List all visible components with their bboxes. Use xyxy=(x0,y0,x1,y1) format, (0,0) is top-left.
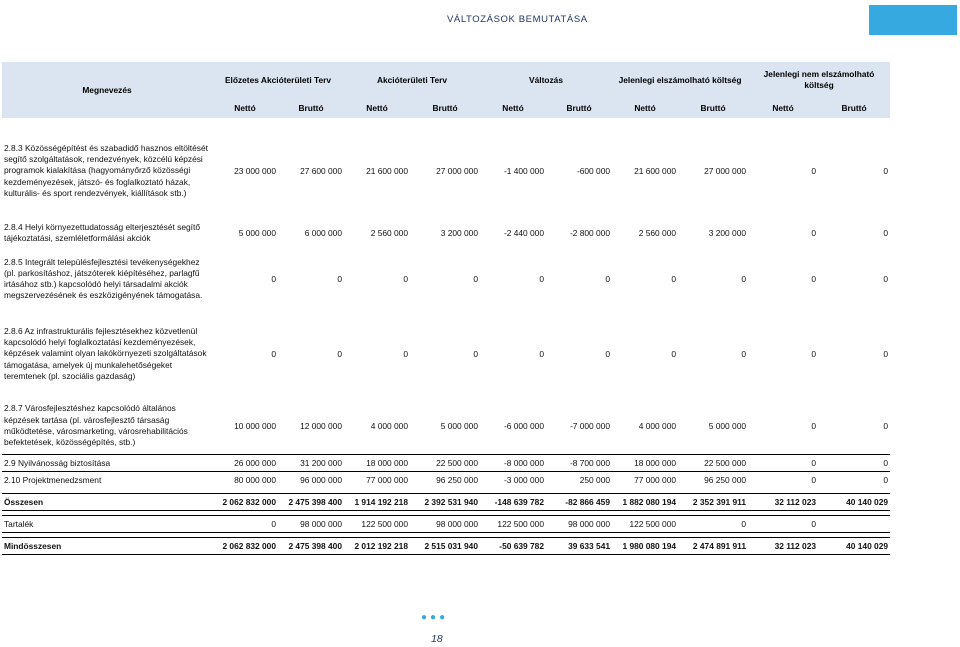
table-row xyxy=(2,124,890,218)
cell-value: 2 475 398 400 xyxy=(278,493,344,510)
cell-value: -7 000 000 xyxy=(569,420,611,431)
cell-value: 122 500 000 xyxy=(344,515,410,532)
col-name-header: Megnevezés xyxy=(2,62,212,118)
cell-value: 0 xyxy=(271,274,276,284)
cell-value: 0 xyxy=(818,471,890,488)
cell-value: 27 000 000 xyxy=(436,166,478,176)
sub-header-3: Bruttó xyxy=(410,98,480,118)
mindosszesen-row xyxy=(2,537,890,554)
cell-value: 6 000 000 xyxy=(304,228,342,238)
cell-value: 1 914 192 218 xyxy=(344,493,410,510)
table-row xyxy=(2,398,890,454)
cell-value: 96 000 000 xyxy=(278,471,344,488)
cell-value: 32 112 023 xyxy=(748,493,818,510)
header-accent-block xyxy=(869,5,957,35)
cell-value: 0 xyxy=(818,454,890,471)
cell-value: 2 012 192 218 xyxy=(344,537,410,554)
cell-value: 77 000 000 xyxy=(612,471,678,488)
cell-value: 0 xyxy=(741,274,747,284)
cell-value: 2 515 031 940 xyxy=(410,537,480,554)
cell-value: 122 500 000 xyxy=(480,515,546,532)
tartalek-row xyxy=(2,515,890,532)
cell-value: 98 000 000 xyxy=(410,515,480,532)
cell-value: 0 xyxy=(883,166,889,176)
cell-value: 1 882 080 194 xyxy=(612,493,678,510)
sub-header-7: Bruttó xyxy=(678,98,748,118)
cell-value: 0 xyxy=(671,274,677,284)
cell-value: 5 000 000 xyxy=(708,420,747,431)
cell-value: 0 xyxy=(539,349,544,359)
row-label: 2.8.4 Helyi környezettudatosság elterjesztését segítő tájékoztatási, szemléletformálási akciók xyxy=(4,221,200,243)
group-header-0: Előzetes Akcióterületi Terv xyxy=(212,62,344,98)
cell-value: 0 xyxy=(811,349,817,359)
cell-value: 0 xyxy=(748,471,818,488)
sub-header-8: Nettó xyxy=(748,98,818,118)
group-header-2: Változás xyxy=(480,62,612,98)
cell-value: 3 200 000 xyxy=(440,228,478,238)
cost-table xyxy=(2,62,890,555)
cell-value: 0 xyxy=(403,274,408,284)
cell-value: 22 500 000 xyxy=(410,454,480,471)
row-label: 2.8.3 Közösségépítést és szabadidő hasznos eltöltését segítő szolgáltatások, rendezvények, közcélú képzési programok kialakítása (hagyományőrző közösségi kezdeményezések, játszó- és foglalkoztató házak, kulturális- és sport rendezvények, kiállítások stb.) xyxy=(4,142,208,198)
cell-value: 18 000 000 xyxy=(612,454,678,471)
osszesen-label: Összesen xyxy=(2,493,212,510)
table-row xyxy=(2,310,890,398)
cell-value: 0 xyxy=(605,349,611,359)
cell-value: 0 xyxy=(473,349,478,359)
mindosszesen-label: Mindösszesen xyxy=(2,537,212,554)
cell-value: 0 xyxy=(883,274,889,284)
page-header-title: VÁLTOZÁSOK BEMUTATÁSA xyxy=(447,14,588,25)
cell-value: 2 475 398 400 xyxy=(278,537,344,554)
row-label: 2.9 Nyilvánosság biztosítása xyxy=(2,454,212,471)
cell-value: 2 560 000 xyxy=(638,228,677,238)
cell-value: 39 633 541 xyxy=(546,537,612,554)
cell-value: 0 xyxy=(678,515,748,532)
cell-value: -3 000 000 xyxy=(480,471,546,488)
cell-value: 0 xyxy=(883,228,889,238)
row-label: 2.8.7 Városfejlesztéshez kapcsolódó általános képzések tartása (pl. városfejlesztő társaság működtetése, városmarketing, városrehabilitációs befektetések, közösségépítés, stb.) xyxy=(4,403,188,447)
cell-value: 32 112 023 xyxy=(748,537,818,554)
cell-value: 21 600 000 xyxy=(366,166,408,176)
cell-value: 22 500 000 xyxy=(678,454,748,471)
cell-value: -2 800 000 xyxy=(569,228,611,238)
cell-value: 0 xyxy=(748,515,818,532)
row-label: 2.8.5 Integrált településfejlesztési tevékenységekhez (pl. parkosításhoz, játszóterek kiépítéséhez, parlagfű irtásához stb.) kapcsolódó helyi társadalmi akciók megszervezésének és eszközigényének támogatása. xyxy=(4,256,203,301)
cell-value: 0 xyxy=(539,274,544,284)
cell-value: 3 200 000 xyxy=(708,228,747,238)
cell-value: 0 xyxy=(741,349,747,359)
cell-value: -600 000 xyxy=(576,166,611,176)
cell-value: 98 000 000 xyxy=(278,515,344,532)
sub-header-6: Nettó xyxy=(612,98,678,118)
cell-value: 0 xyxy=(337,349,342,359)
cell-value: 96 250 000 xyxy=(678,471,748,488)
cell-value: 2 352 391 911 xyxy=(678,493,748,510)
group-header-4: Jelenlegi nem elszámolható költség xyxy=(748,62,890,98)
cell-value: 0 xyxy=(883,349,889,359)
cell-value: 12 000 000 xyxy=(300,420,342,431)
table-row xyxy=(2,454,890,471)
cell-value: -82 866 459 xyxy=(546,493,612,510)
cell-value: 0 xyxy=(605,274,611,284)
cell-value: 0 xyxy=(811,166,817,176)
cell-value: 0 xyxy=(271,349,276,359)
cell-value: 40 140 029 xyxy=(818,537,890,554)
cell-value: 96 250 000 xyxy=(410,471,480,488)
cell-value: 250 000 xyxy=(546,471,612,488)
osszesen-row xyxy=(2,493,890,510)
cell-value: 98 000 000 xyxy=(546,515,612,532)
cell-value: 31 200 000 xyxy=(278,454,344,471)
cell-value: -148 639 782 xyxy=(480,493,546,510)
cell-value: 80 000 000 xyxy=(212,471,278,488)
cell-value: 122 500 000 xyxy=(612,515,678,532)
cell-value: 26 000 000 xyxy=(212,454,278,471)
sub-header-1: Bruttó xyxy=(278,98,344,118)
sub-header-9: Bruttó xyxy=(818,98,890,118)
cell-value: -2 440 000 xyxy=(503,228,544,238)
cell-value: 0 xyxy=(811,228,817,238)
cell-value: 5 000 000 xyxy=(440,420,478,431)
sub-header-0: Nettó xyxy=(212,98,278,118)
cell-value: 0 xyxy=(748,454,818,471)
cell-value: 2 392 531 940 xyxy=(410,493,480,510)
footer-dots: ●●● xyxy=(421,612,449,623)
cell-value: 18 000 000 xyxy=(344,454,410,471)
cell-value: 27 600 000 xyxy=(300,166,342,176)
cell-value: 4 000 000 xyxy=(370,420,408,431)
cell-value: 77 000 000 xyxy=(344,471,410,488)
cell-value: 0 xyxy=(212,515,278,532)
sub-header-5: Bruttó xyxy=(546,98,612,118)
cell-value: 5 000 000 xyxy=(238,228,276,238)
cell-value: 23 000 000 xyxy=(234,166,276,176)
cell-value: 0 xyxy=(811,420,817,431)
cell-value: -8 700 000 xyxy=(546,454,612,471)
group-header-1: Akcióterületi Terv xyxy=(344,62,480,98)
row-label: 2.10 Projektmenedzsment xyxy=(2,471,212,488)
sub-header-2: Nettó xyxy=(344,98,410,118)
cell-value: -8 000 000 xyxy=(480,454,546,471)
cell-value: 2 474 891 911 xyxy=(678,537,748,554)
cell-value: 0 xyxy=(811,274,817,284)
sub-header-4: Nettó xyxy=(480,98,546,118)
cell-value: 40 140 029 xyxy=(818,493,890,510)
cell-value: 4 000 000 xyxy=(638,420,677,431)
cell-value: 1 980 080 194 xyxy=(612,537,678,554)
table-row xyxy=(2,218,890,248)
cell-value xyxy=(818,515,890,532)
cell-value: 0 xyxy=(337,274,342,284)
group-header-3: Jelenlegi elszámolható költség xyxy=(612,62,748,98)
cell-value: -6 000 000 xyxy=(503,420,544,431)
cell-value: 21 600 000 xyxy=(634,166,677,176)
cell-value: 27 000 000 xyxy=(704,166,747,176)
row-label: 2.8.6 Az infrastrukturális fejlesztésekhez közvetlenül kapcsolódó helyi foglalkoztatási kezdeményezések, képzések valamint olyan lakókörnyezeti szolgáltatások támogatása, amelyek új munkalehetőségeket teremtenek (pl. szociális gazdaság) xyxy=(4,325,207,381)
page-number: 18 xyxy=(431,633,443,645)
cell-value: 2 062 832 000 xyxy=(212,493,278,510)
tartalek-label: Tartalék xyxy=(2,515,212,532)
cell-value: 2 560 000 xyxy=(370,228,408,238)
cell-value: 0 xyxy=(671,349,677,359)
cell-value: 0 xyxy=(403,349,408,359)
cell-value: -1 400 000 xyxy=(503,166,544,176)
cell-value: -50 639 782 xyxy=(480,537,546,554)
cell-value: 10 000 000 xyxy=(234,420,276,431)
table-row xyxy=(2,248,890,310)
table-row xyxy=(2,471,890,488)
cell-value: 2 062 832 000 xyxy=(212,537,278,554)
cell-value: 0 xyxy=(473,274,478,284)
cell-value: 0 xyxy=(883,420,889,431)
